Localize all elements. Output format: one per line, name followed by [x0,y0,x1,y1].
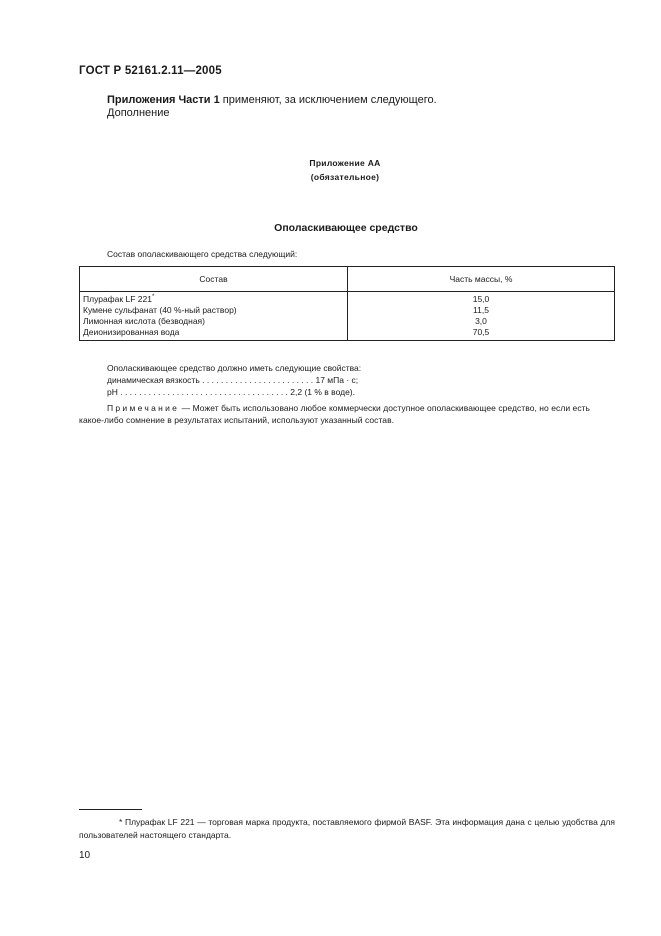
table-row-name: Деионизированная вода [83,327,180,337]
document-header: ГОСТ Р 52161.2.11—2005 [79,65,222,77]
footnote: * Плурафак LF 221 — торговая марка продукта, поставляемого фирмой BASF. Эта информация дана с целью удобства для пользователей настоящего стандарта. [79,817,615,840]
component-name: Плурафак LF 221 [83,294,152,304]
intro-line [107,94,437,106]
note-label: Примечание [107,403,180,413]
properties-intro: Ополаскивающее средство должно иметь следующие свойства: [107,363,362,373]
table-row-value: 15,0 [472,294,490,304]
footnote-mark: * [151,294,155,300]
intro-addition: Дополнение [107,107,170,119]
composition-lead: Состав ополаскивающего средства следующий: [107,249,298,259]
property-viscosity: динамическая вязкость . . . . . . . . . . . . . . . . . . . . . . . . 17 мПа · с; [107,375,359,385]
property-ph: рН . . . . . . . . . . . . . . . . . . . . . . . . . . . . . . . . . . . . 2,2 (1 % в воде). [107,387,355,397]
column-header-composition: Состав [80,267,348,292]
page-number: 10 [79,850,91,861]
table-row-name: Кумене сульфанат (40 %-ный раствор) [83,305,237,315]
table-row-name [80,294,347,305]
annex-title: Приложение АА [309,158,381,168]
intro-bold: Приложения Части 1 [107,94,220,106]
table-header-row [80,267,615,292]
table-body-row [80,292,615,341]
mass-fraction-cell [348,292,615,341]
section-title: Ополаскивающее средство [274,222,418,234]
intro-rest: применяют, за исключением следующего. [219,94,437,106]
note-paragraph [79,402,615,426]
table-row-value: 3,0 [475,316,487,326]
column-header-mass-fraction: Часть массы, % [348,267,615,292]
table-row-value: 11,5 [473,305,489,315]
composition-names-cell [80,292,348,341]
table-row-value: 70,5 [472,327,490,337]
annex-status: (обязательное) [310,172,380,182]
composition-table [79,266,615,341]
footnote-divider [79,809,142,810]
table-row-name: Лимонная кислота (безводная) [83,316,205,326]
note-text: — Может быть использовано любое коммерчески доступное ополаскивающее средство, но если есть какое-либо сомнение в результатах испытаний, используют указанный состав. [79,403,591,425]
